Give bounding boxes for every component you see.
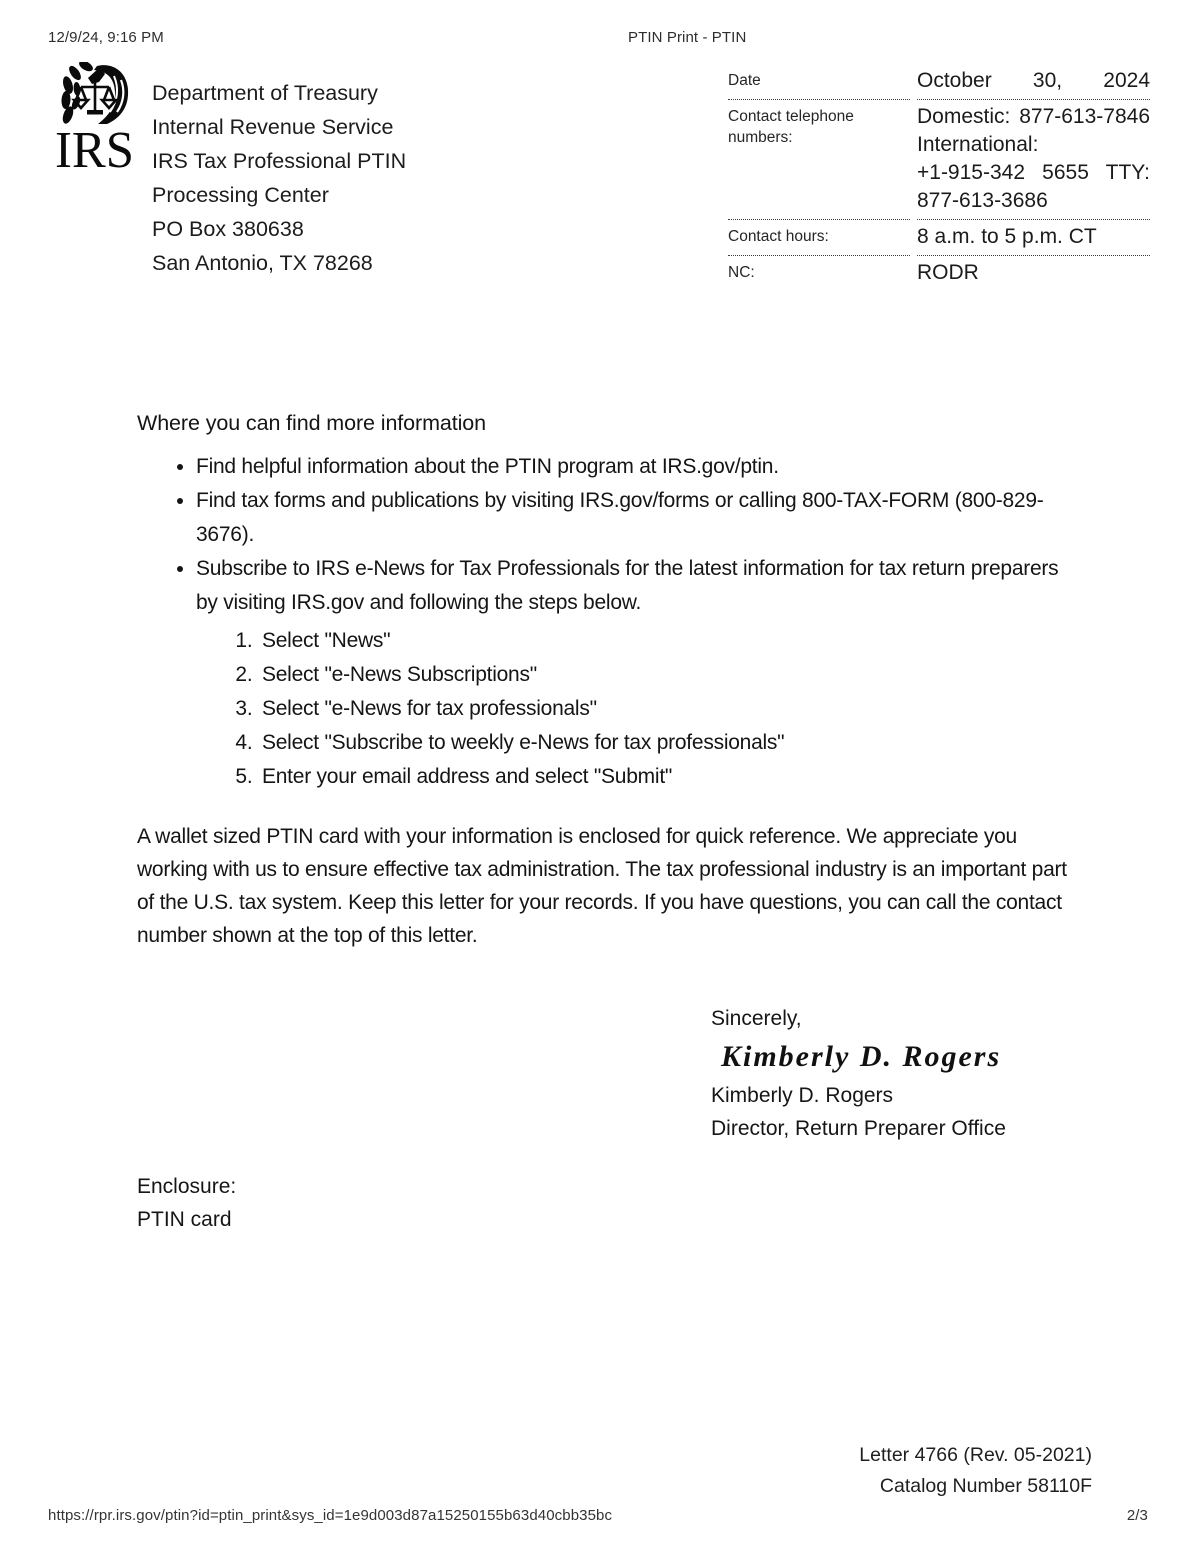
bullet-item: • Subscribe to IRS e-News for Tax Professionals for the latest information for tax return preparers by visiting IRS.gov and following the steps below. — [196, 552, 1085, 620]
sender-address-line: Internal Revenue Service — [152, 115, 394, 139]
catalog-number: Catalog Number 58110F — [879, 1475, 1092, 1497]
letter-reference-block — [859, 1440, 1092, 1502]
irs-logo-text: IRS — [55, 122, 134, 176]
section-heading: Where you can find more information — [137, 411, 487, 435]
letter-body — [137, 406, 1085, 952]
sender-address-line: San Antonio, TX 78268 — [152, 251, 373, 275]
phone-line-tty-number: 877-613-3686 — [917, 189, 1048, 212]
sender-address-line: PO Box 380638 — [152, 217, 304, 241]
letter-number: Letter 4766 (Rev. 05-2021) — [859, 1444, 1092, 1466]
phone-line-international-number: +1-915-342 5655 TTY: — [917, 161, 1150, 184]
sender-address-line: Processing Center — [152, 183, 329, 207]
step-item: 5. Enter your email address and select "Submit" — [258, 760, 1085, 794]
sender-address-line: IRS Tax Professional PTIN — [152, 149, 407, 173]
print-timestamp: 12/9/24, 9:16 PM — [48, 29, 164, 46]
irs-logo — [55, 62, 135, 176]
signer-name: Kimberly D. Rogers — [711, 1084, 894, 1107]
table-row-nc — [728, 256, 1150, 291]
table-row-date — [728, 64, 1150, 100]
step-item: 4. Select "Subscribe to weekly e-News for tax professionals" — [258, 726, 1085, 760]
subscribe-steps-list — [137, 624, 1085, 794]
salutation: Sincerely, — [711, 1007, 802, 1030]
sender-address-block — [152, 76, 406, 280]
phone-line-international-label: International: — [917, 133, 1039, 156]
signer-title: Director, Return Preparer Office — [711, 1117, 1006, 1140]
sender-address-line: Department of Treasury — [152, 81, 378, 105]
date-label: Date — [728, 64, 910, 100]
step-item: 3. Select "e-News for tax professionals" — [258, 692, 1085, 726]
table-row-phone — [728, 100, 1150, 220]
handwritten-signature: Kimberly D. Rogers — [721, 1040, 1002, 1073]
hours-value: 8 a.m. to 5 p.m. CT — [917, 220, 1150, 256]
print-document-title: PTIN Print - PTIN — [628, 29, 747, 46]
nc-label: NC: — [728, 264, 755, 281]
contact-info-table — [728, 64, 1150, 291]
print-page-indicator: 2/3 — [1126, 1507, 1148, 1524]
phone-value — [917, 100, 1150, 220]
bullet-item: • Find helpful information about the PTIN program at IRS.gov/ptin. — [196, 450, 1085, 484]
signature-block — [711, 1002, 1006, 1145]
date-value: October 30, 2024 — [917, 64, 1150, 100]
phone-line-domestic: Domestic: 877-613-7846 — [917, 105, 1150, 128]
enclosure-label: Enclosure: — [137, 1175, 237, 1198]
table-row-hours — [728, 220, 1150, 256]
nc-value: RODR — [917, 261, 979, 284]
info-bullet-list — [137, 450, 1085, 620]
enclosure-item: PTIN card — [137, 1208, 232, 1231]
enclosure-block — [137, 1170, 236, 1236]
hours-label: Contact hours: — [728, 220, 910, 256]
print-source-url: https://rpr.irs.gov/ptin?id=ptin_print&sys_id=1e9d003d87a15250155b63d40cbb35bc — [48, 1507, 613, 1524]
irs-eagle-scales-emblem-icon — [61, 62, 128, 125]
bullet-item: • Find tax forms and publications by visiting IRS.gov/forms or calling 800-TAX-FORM (800-829-3676). — [196, 484, 1085, 552]
closing-paragraph: A wallet sized PTIN card with your information is enclosed for quick reference. We appreciate you working with us to ensure effective tax administration. The tax professional industry is an important part of the U.S. tax system. Keep this letter for your records. If you have questions, you can call the contact number shown at the top of this letter. — [137, 825, 1067, 947]
step-item: 2. Select "e-News Subscriptions" — [258, 658, 1085, 692]
phone-label: Contact telephone numbers: — [728, 100, 910, 220]
step-item: 1. Select "News" — [258, 624, 1085, 658]
